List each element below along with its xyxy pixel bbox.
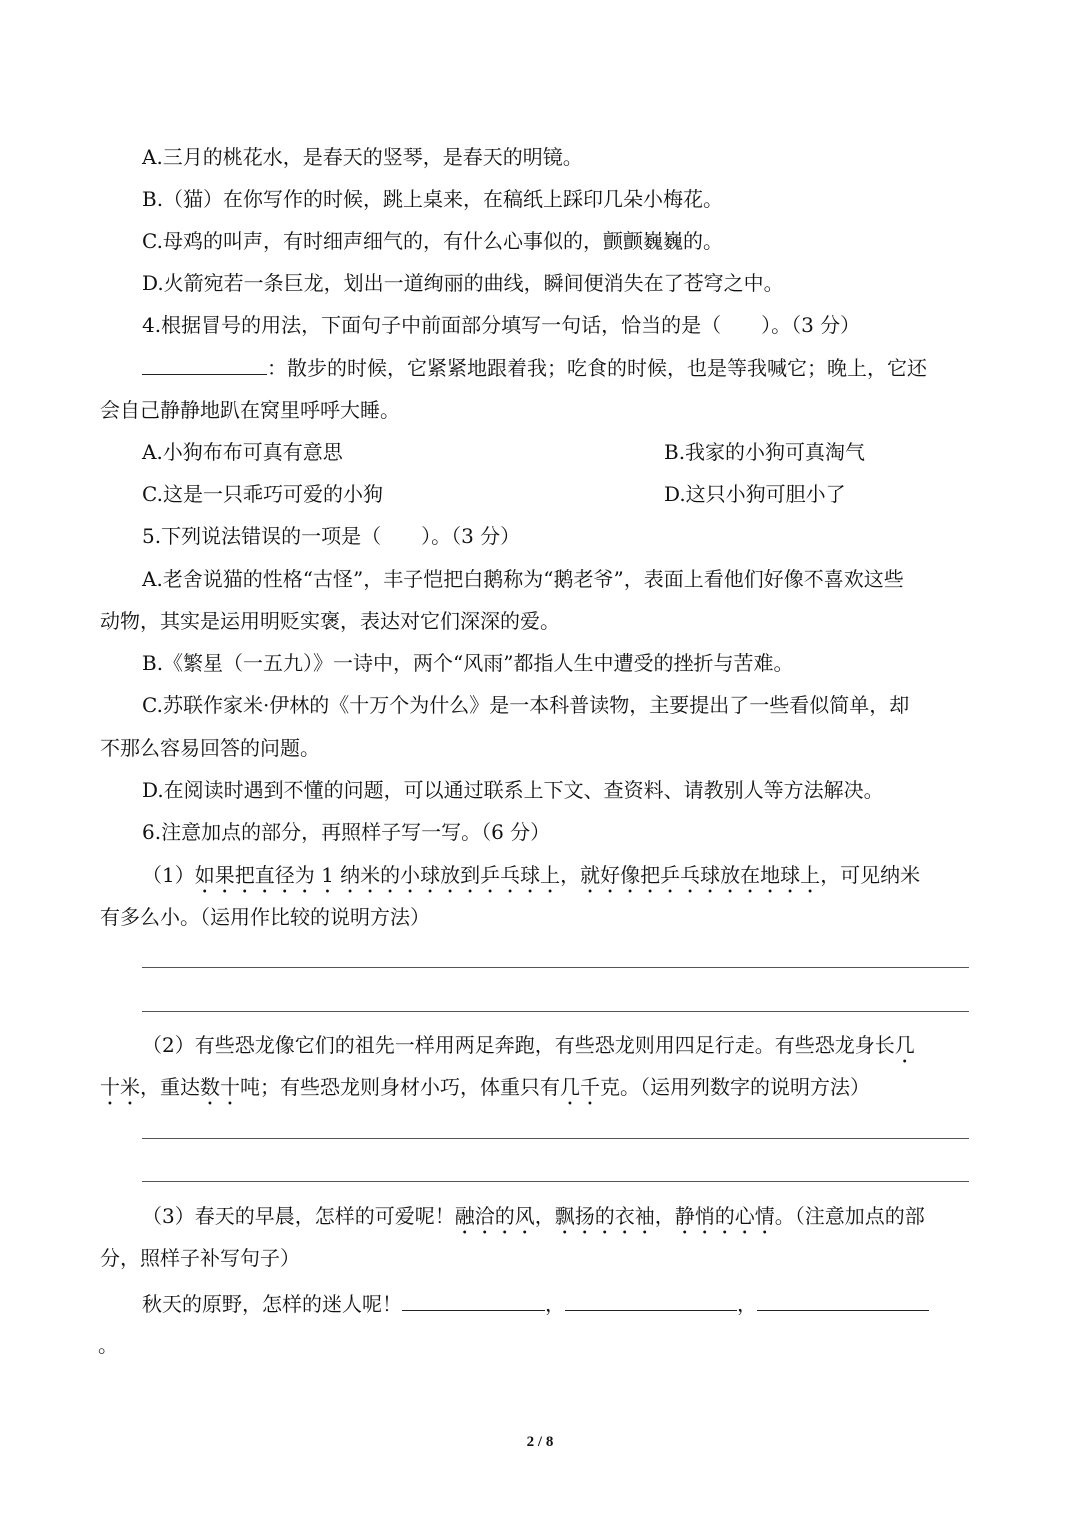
q6-sub3-line2: 分，照样子补写句子） — [100, 1246, 300, 1270]
q5-option-d: D.在阅读时遇到不懂的问题，可以通过联系上下文、查资料、请教别人等方法解决。 — [142, 778, 884, 802]
q6-sub1-line2: 有多么小。（运用作比较的说明方法） — [100, 905, 430, 929]
q6-sub3-end: 。 — [98, 1333, 118, 1357]
q3-option-b: B.（猫）在你写作的时候，跳上桌来，在稿纸上踩印几朵小梅花。 — [142, 187, 724, 211]
q4-option-c: C.这是一只乖巧可爱的小狗 — [142, 482, 383, 506]
q6-sub1-answer-line-2[interactable] — [142, 1011, 969, 1012]
q5-option-c: C.苏联作家米·伊林的《十万个为什么》是一本科普读物，主要提出了一些看似简单，却 — [142, 693, 910, 717]
q4-option-b: B.我家的小狗可真淘气 — [664, 440, 866, 464]
q5-option-c-line2: 不那么容易回答的问题。 — [100, 736, 320, 760]
q6-sub3-blank-3[interactable] — [757, 1290, 929, 1311]
q6-sub2-line2: 十米，重达数十吨；有些恐龙则身材小巧，体重只有几千克。（运用列数字的说明方法） — [100, 1075, 870, 1099]
q6-sub3: （3）春天的早晨，怎样的可爱呢！融洽的风，飘扬的衣袖，静悄的心情。（注意加点的部 — [142, 1204, 925, 1228]
page-number: 2 / 8 — [526, 1434, 554, 1450]
q4-option-d: D.这只小狗可胆小了 — [664, 482, 846, 506]
q5-option-a-line2: 动物，其实是运用明贬实褒，表达对它们深深的爱。 — [100, 609, 560, 633]
q6-sub2-answer-line-2[interactable] — [142, 1181, 969, 1182]
q6-sub3-fill: 秋天的原野，怎样的迷人呢！ ， ， — [142, 1290, 929, 1317]
q4-sentence-line2: 会自己静静地趴在窝里呼呼大睡。 — [100, 398, 400, 422]
q4-stem: 4.根据冒号的用法，下面句子中前面部分填写一句话，恰当的是（ ）。（3 分） — [142, 313, 861, 337]
q6-sub2-answer-line-1[interactable] — [142, 1138, 969, 1139]
q6-sub3-emphasis: 融洽的风，飘扬的衣袖，静悄的心情 — [454, 1204, 775, 1228]
q6-sub2: （2）有些恐龙像它们的祖先一样用两足奔跑，有些恐龙则用四足行走。有些恐龙身长几 — [142, 1033, 915, 1057]
q4-sentence — [142, 354, 927, 381]
q6-sub1: （1）如果把直径为 1 纳米的小球放到乒乓球上，就好像把乒乓球放在地球上，可见纳米 — [142, 863, 921, 887]
q3-option-a: A.三月的桃花水，是春天的竖琴，是春天的明镜。 — [142, 145, 583, 169]
q4-sentence-text: ：散步的时候，它紧紧地跟着我；吃食的时候，也是等我喊它；晚上，它还 — [267, 356, 927, 380]
q6-sub1-answer-line-1[interactable] — [142, 967, 969, 968]
q3-option-d: D.火箭宛若一条巨龙，划出一道绚丽的曲线，瞬间便消失在了苍穹之中。 — [142, 271, 784, 295]
q6-sub1-emphasis: 如果把直径为 1 纳米的小球放到乒乓球上，就好像把乒乓球放在地球上 — [194, 863, 821, 887]
q4-answer-blank[interactable] — [142, 354, 267, 375]
q4-option-a: A.小狗布布可真有意思 — [142, 440, 343, 464]
q6-sub3-blank-1[interactable] — [402, 1290, 545, 1311]
q5-option-b: B.《繁星（一五九）》一诗中，两个“风雨”都指人生中遭受的挫折与苦难。 — [142, 651, 794, 675]
q3-option-c: C.母鸡的叫声，有时细声细气的，有什么心事似的，颤颤巍巍的。 — [142, 229, 723, 253]
q6-stem: 6.注意加点的部分，再照样子写一写。（6 分） — [142, 820, 551, 844]
q5-stem: 5.下列说法错误的一项是（ ）。（3 分） — [142, 524, 521, 548]
q6-sub3-blank-2[interactable] — [565, 1290, 737, 1311]
q5-option-a: A.老舍说猫的性格“古怪”，丰子恺把白鹅称为“鹅老爷”，表面上看他们好像不喜欢这些 — [142, 567, 904, 591]
